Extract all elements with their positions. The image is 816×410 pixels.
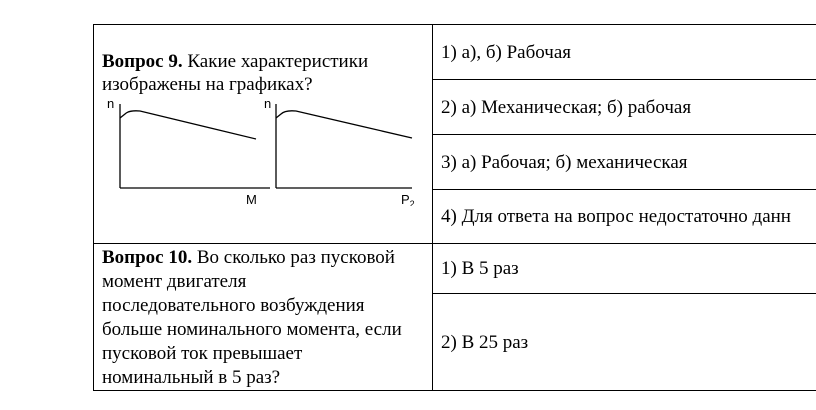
question-9-answer-4 bbox=[433, 190, 816, 244]
question-9-cell bbox=[94, 25, 433, 244]
question-10-line-6: номинальный в 5 раз? bbox=[102, 367, 281, 388]
question-10-line-3: последовательного возбуждения bbox=[102, 295, 365, 316]
question-10-row-1 bbox=[94, 244, 816, 294]
question-10-text bbox=[94, 244, 432, 390]
question-10-answer-2 bbox=[433, 294, 816, 391]
question-10-answer-1 bbox=[433, 244, 816, 294]
answer-text: 3) а) Рабочая; б) механическая bbox=[441, 151, 688, 173]
graph-a-curve bbox=[120, 111, 256, 139]
question-9-graphs bbox=[94, 96, 430, 206]
question-9-answer-3 bbox=[433, 135, 816, 190]
answer-text: 2) В 25 раз bbox=[441, 331, 529, 353]
question-9-text bbox=[94, 25, 432, 96]
question-10-line-4: больше номинального момента, если bbox=[102, 319, 402, 340]
question-10-number: Вопрос 10. bbox=[102, 247, 193, 268]
question-10-line-2: момент двигателя bbox=[102, 271, 247, 292]
question-10-cell bbox=[94, 244, 433, 391]
graph-b-x-label bbox=[401, 192, 415, 206]
question-9-text-line2: изображены на графиках? bbox=[102, 74, 313, 95]
graph-b-curve bbox=[276, 111, 412, 138]
question-9-number: Вопрос 9. bbox=[102, 51, 183, 72]
question-10-line-5: пусковой ток превышает bbox=[102, 343, 303, 364]
graph-b-y-label: n bbox=[264, 96, 272, 111]
graph-b-x-label-main: P bbox=[401, 192, 410, 206]
question-9-answer-1 bbox=[433, 25, 816, 80]
graph-a-x-label: M bbox=[246, 192, 257, 206]
graph-a-y-label: n bbox=[107, 96, 115, 111]
answer-text: 2) а) Механическая; б) рабочая bbox=[441, 96, 692, 118]
question-9-text-line1: Какие характеристики bbox=[182, 51, 369, 72]
graph-b bbox=[264, 96, 415, 206]
answer-text: 4) Для ответа на вопрос недостаточно данн bbox=[441, 206, 791, 227]
question-9-answer-2 bbox=[433, 80, 816, 135]
answer-text: 1) В 5 раз bbox=[441, 258, 519, 280]
question-10-line-1: Во сколько раз пусковой bbox=[192, 247, 395, 268]
quiz-table bbox=[93, 24, 816, 391]
graph-a bbox=[107, 96, 270, 206]
answer-text: 1) а), б) Рабочая bbox=[441, 41, 571, 63]
question-9-row-1 bbox=[94, 25, 816, 80]
graph-b-x-label-sub: 2 bbox=[409, 199, 415, 206]
